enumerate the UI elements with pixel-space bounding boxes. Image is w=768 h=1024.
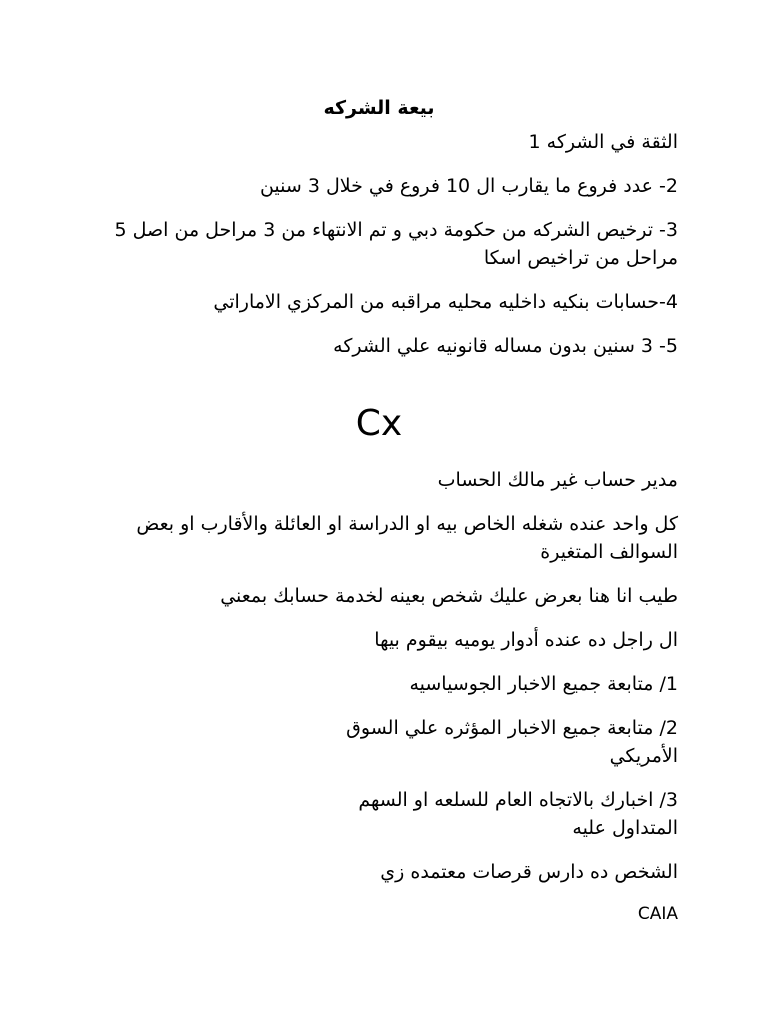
list-item: 5- 3 سنين بدون مساله قانونيه علي الشركه: [333, 335, 678, 357]
section-heading-cx: Cx: [355, 403, 403, 444]
list-item: 1/ متابعة جميع الاخبار الجوسياسيه: [409, 673, 678, 695]
list-item: 4-حسابات بنكيه داخليه محليه مراقبه من المركزي الاماراتي: [213, 291, 678, 313]
list-item: الشخص ده دارس قرصات معتمده زي: [380, 861, 678, 883]
list-item: 2- عدد فروع ما يقارب ال 10 فروع في خلال 3 سنين: [259, 175, 678, 197]
certification-label: CAIA: [637, 904, 678, 924]
list-item: 2/ متابعة جميع الاخبار المؤثره علي السوق الأمريكي: [346, 717, 678, 767]
list-item: طيب انا هنا بعرض عليك شخص بعينه لخدمة حسابك بمعني: [220, 585, 678, 607]
document-body: [80, 88, 678, 926]
list-item: ال راجل ده عنده أدوار يوميه بيقوم بيها: [374, 629, 678, 651]
list-item: كل واحد عنده شغله الخاص بيه او الدراسة او العائلة والأقارب او بعض السوالف المتغيرة: [136, 513, 678, 563]
list-item: 3- ترخيص الشركه من حكومة دبي و تم الانتهاء من 3 مراحل من اصل 5 مراحل من تراخيص اسكا: [114, 219, 678, 269]
list-item: الثقة في الشركه 1: [528, 131, 678, 153]
section-title: بيعة الشركه: [323, 97, 435, 119]
list-item: 3/ اخبارك بالاتجاه العام للسلعه او السهم المتداول عليه: [358, 789, 678, 839]
list-item: مدير حساب غير مالك الحساب: [437, 469, 678, 491]
